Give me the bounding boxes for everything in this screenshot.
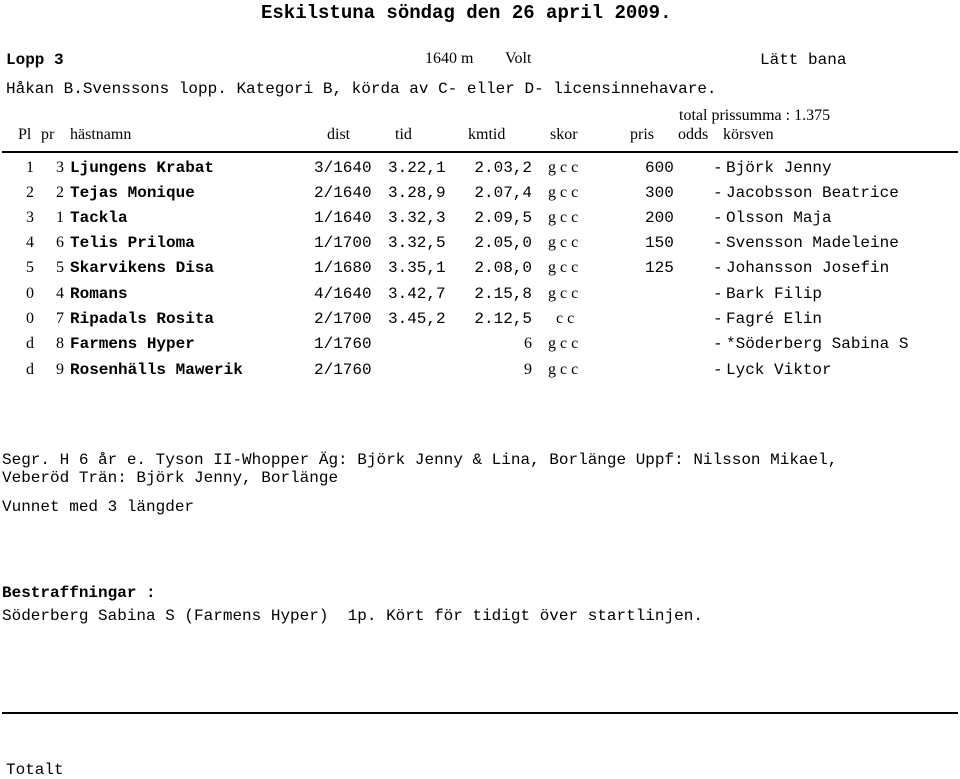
cell-odds: -	[713, 209, 723, 227]
cell-pr: 1	[56, 209, 64, 226]
race-name: Håkan B.Svenssons lopp. Kategori B, körda av C- eller D- licensinnehavare.	[6, 80, 717, 98]
cell-pl: 2	[26, 184, 34, 201]
cell-pl: 4	[26, 234, 34, 251]
cell-driver: Bark Filip	[726, 285, 823, 303]
cell-kmtid: 2.07,4	[474, 184, 532, 202]
table-row	[0, 310, 960, 332]
cell-odds: -	[713, 259, 723, 277]
cell-pr: 8	[56, 335, 64, 352]
cell-skor: g c c	[548, 209, 579, 226]
col-header-odds: odds	[678, 126, 709, 143]
cell-dist: 1/1760	[314, 335, 372, 353]
col-header-pl: Pl	[18, 126, 32, 143]
total-prize: total prissumma : 1.375	[679, 107, 831, 124]
cell-tid: 3.28,9	[388, 184, 446, 202]
cell-odds: -	[713, 159, 723, 177]
cell-skor: c c	[548, 310, 575, 327]
cell-driver: Björk Jenny	[726, 159, 832, 177]
cell-pl: d	[26, 361, 34, 378]
cell-kmtid: 2.12,5	[474, 310, 532, 328]
col-header-pr: pr	[41, 126, 55, 143]
cell-pr: 9	[56, 361, 64, 378]
cell-pl: 5	[26, 259, 34, 276]
cell-tid: 3.45,2	[388, 310, 446, 328]
cell-driver: Johansson Josefin	[726, 259, 890, 277]
cell-pl: 1	[26, 159, 34, 176]
cell-horse-name: Romans	[70, 285, 128, 303]
cell-odds: -	[713, 184, 723, 202]
cell-dist: 2/1700	[314, 310, 372, 328]
col-header-pris: pris	[630, 126, 654, 143]
cell-pr: 6	[56, 234, 64, 251]
cell-horse-name: Tejas Monique	[70, 184, 195, 202]
cell-dist: 2/1640	[314, 184, 372, 202]
cell-pl: 3	[26, 209, 34, 226]
cell-driver: Fagré Elin	[726, 310, 823, 328]
cell-odds: -	[713, 361, 723, 379]
cell-dist: 2/1760	[314, 361, 372, 379]
cell-odds: -	[713, 335, 723, 353]
header-divider	[2, 151, 958, 153]
col-header-driver: körsven	[723, 126, 774, 143]
race-start-type: Volt	[505, 50, 532, 67]
cell-driver: Jacobsson Beatrice	[726, 184, 899, 202]
cell-skor: g c c	[548, 159, 579, 176]
cell-tid: 3.32,5	[388, 234, 446, 252]
cell-kmtid: 2.15,8	[474, 285, 532, 303]
page-title: Eskilstuna söndag den 26 april 2009.	[261, 2, 672, 24]
cell-pr: 4	[56, 285, 64, 302]
penalties-heading: Bestraffningar :	[2, 584, 156, 602]
col-header-skor: skor	[550, 126, 578, 143]
table-row	[0, 285, 960, 307]
cell-horse-name: Ljungens Krabat	[70, 159, 215, 177]
penalties-text: Söderberg Sabina S (Farmens Hyper) 1p. Kört för tidigt över startlinjen.	[2, 607, 703, 625]
table-row	[0, 159, 960, 181]
cell-odds: -	[713, 310, 723, 328]
col-header-tid: tid	[395, 126, 412, 143]
table-row	[0, 335, 960, 357]
footer-divider	[2, 712, 958, 714]
cell-pl: d	[26, 335, 34, 352]
winning-margin: Vunnet med 3 längder	[2, 498, 195, 516]
cell-kmtid: 9	[524, 361, 532, 378]
cell-skor: g c c	[548, 234, 579, 251]
cell-driver: Svensson Madeleine	[726, 234, 899, 252]
cell-odds: -	[713, 234, 723, 252]
cell-dist: 4/1640	[314, 285, 372, 303]
cell-dist: 1/1640	[314, 209, 372, 227]
cell-horse-name: Skarvikens Disa	[70, 259, 215, 277]
cell-pris: 150	[645, 234, 674, 252]
cell-tid: 3.35,1	[388, 259, 446, 277]
cell-dist: 1/1700	[314, 234, 372, 252]
cell-odds: -	[713, 285, 723, 303]
cell-pr: 3	[56, 159, 64, 176]
cell-pl: 0	[26, 285, 34, 302]
cell-pr: 5	[56, 259, 64, 276]
table-row	[0, 259, 960, 281]
table-row	[0, 234, 960, 256]
cell-pl: 0	[26, 310, 34, 327]
cell-pris: 300	[645, 184, 674, 202]
cell-kmtid: 2.03,2	[474, 159, 532, 177]
cell-skor: g c c	[548, 259, 579, 276]
table-row	[0, 184, 960, 206]
cell-skor: g c c	[548, 335, 579, 352]
col-header-dist: dist	[327, 126, 351, 143]
table-row	[0, 361, 960, 383]
cell-pris: 125	[645, 259, 674, 277]
col-header-name: hästnamn	[70, 126, 132, 143]
cell-horse-name: Rosenhälls Mawerik	[70, 361, 243, 379]
winner-info-line2: Veberöd Trän: Björk Jenny, Borlänge	[2, 469, 339, 487]
cell-pr: 7	[56, 310, 64, 327]
cell-pris: 600	[645, 159, 674, 177]
winner-info-line1: Segr. H 6 år e. Tyson II-Whopper Äg: Björk Jenny & Lina, Borlänge Uppf: Nilsson Mikael,	[2, 451, 838, 469]
cell-skor: g c c	[548, 285, 579, 302]
cell-driver: *Söderberg Sabina S	[726, 335, 909, 353]
cell-kmtid: 6	[524, 335, 532, 352]
track-condition: Lätt bana	[760, 51, 847, 69]
race-distance: 1640 m	[425, 50, 474, 67]
cell-driver: Olsson Maja	[726, 209, 832, 227]
cell-skor: g c c	[548, 184, 579, 201]
cell-kmtid: 2.05,0	[474, 234, 532, 252]
cell-horse-name: Ripadals Rosita	[70, 310, 215, 328]
cell-kmtid: 2.09,5	[474, 209, 532, 227]
cell-tid: 3.42,7	[388, 285, 446, 303]
cell-pris: 200	[645, 209, 674, 227]
cell-skor: g c c	[548, 361, 579, 378]
cell-horse-name: Tackla	[70, 209, 128, 227]
cell-tid: 3.22,1	[388, 159, 446, 177]
cell-horse-name: Farmens Hyper	[70, 335, 195, 353]
cell-dist: 1/1680	[314, 259, 372, 277]
cell-driver: Lyck Viktor	[726, 361, 832, 379]
cell-tid: 3.32,3	[388, 209, 446, 227]
table-row	[0, 209, 960, 231]
cell-pr: 2	[56, 184, 64, 201]
footer-totalt: Totalt	[6, 761, 64, 779]
race-label: Lopp 3	[6, 51, 64, 69]
col-header-kmtid: kmtid	[468, 126, 506, 143]
cell-horse-name: Telis Priloma	[70, 234, 195, 252]
cell-dist: 3/1640	[314, 159, 372, 177]
cell-kmtid: 2.08,0	[474, 259, 532, 277]
